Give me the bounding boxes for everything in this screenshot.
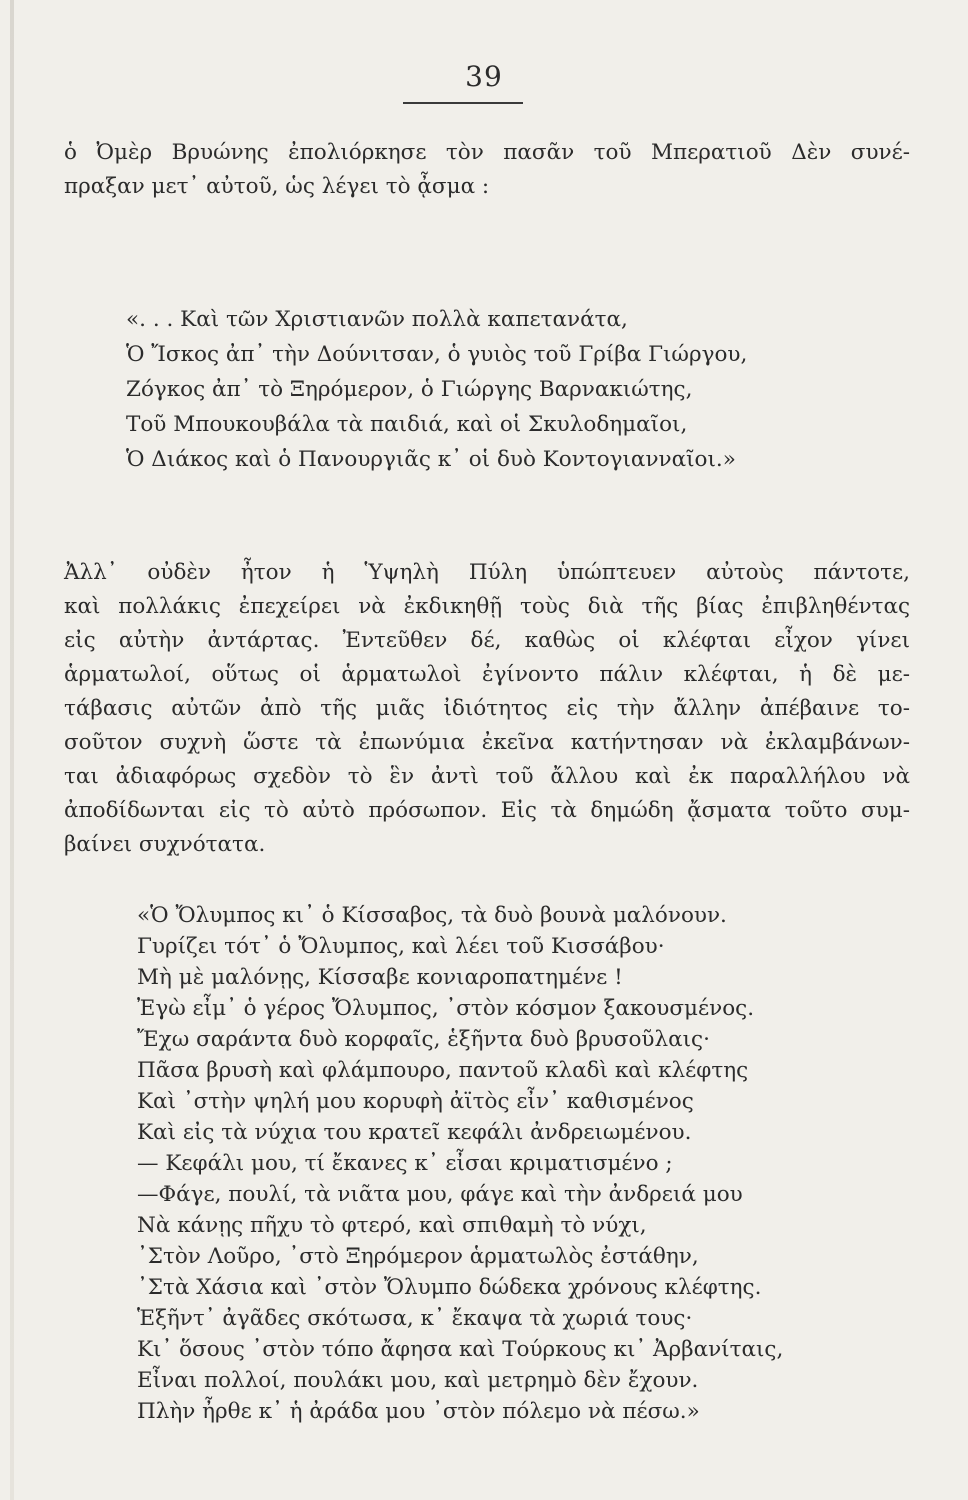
verse-line: Ἑξῆντ᾽ ἀγᾶδες σκότωσα, κ᾽ ἔκαψα τὰ χωριά τους· <box>137 1306 693 1331</box>
verse-line: Πᾶσα βρυσὴ καὶ φλάμπουρο, παντοῦ κλαδὶ καὶ κλέφτης <box>137 1058 749 1083</box>
verse-block-1 <box>126 302 747 477</box>
text-line: Ἀλλ᾽ οὐδὲν ἦτον ἡ Ὑψηλὴ Πύλη ὑπώπτευεν αὐτοὺς πάντοτε, <box>64 560 910 585</box>
verse-line: Τοῦ Μπουκουβάλα τὰ παιδιά, καὶ οἱ Σκυλοδημαῖοι, <box>126 412 688 437</box>
body-paragraph <box>64 556 910 862</box>
verse-line: —Φάγε, πουλί, τὰ νιᾶτα μου, φάγε καὶ τὴν ἀνδρειά μου <box>137 1182 743 1207</box>
intro-paragraph <box>64 136 910 204</box>
text-line: καὶ πολλάκις ἐπεχείρει νὰ ἐκδικηθῇ τοὺς διὰ τῆς βίας ἐπιβληθέντας <box>64 594 910 619</box>
text-line: πραξαν μετ᾽ αὐτοῦ, ὡς λέγει τὸ ᾆσμα : <box>64 174 490 199</box>
verse-line: ᾽Στὰ Χάσια καὶ ᾽στὸν Ὄλυμπο δώδεκα χρόνους κλέφτης. <box>137 1275 762 1300</box>
text-line: βαίνει συχνότατα. <box>64 832 266 857</box>
verse-line: «Ὁ Ὄλυμπος κι᾽ ὁ Κίσσαβος, τὰ δυὸ βουνὰ μαλόνουν. <box>137 903 727 928</box>
verse-line: Ὁ Ἴσκος ἀπ᾽ τὴν Δούνιτσαν, ὁ γυιὸς τοῦ Γρίβα Γιώργου, <box>126 342 748 367</box>
verse-line: Εἶναι πολλοί, πουλάκι μου, καὶ μετρημὸ δὲν ἔχουν. <box>137 1368 699 1393</box>
verse-line: ᾽Στὸν Λοῦρο, ᾽στὸ Ξηρόμερον ἁρματωλὸς ἐστάθην, <box>137 1244 699 1269</box>
text-line: ἁρματωλοί, οὕτως οἱ ἁρματωλοὶ ἐγίνοντο πάλιν κλέφται, ἡ δὲ με- <box>64 662 910 687</box>
verse-line: Ὁ Διάκος καὶ ὁ Πανουργιᾶς κ᾽ οἱ δυὸ Κοντογιανναῖοι.» <box>126 447 736 472</box>
verse-line: Πλὴν ἦρθε κ᾽ ἡ ἀράδα μου ᾽στὸν πόλεμο νὰ πέσω.» <box>137 1399 700 1424</box>
verse-line: Νὰ κάνῃς πῆχυ τὸ φτερό, καὶ σπιθαμὴ τὸ νύχι, <box>137 1213 647 1238</box>
text-line: ἀποδίδωνται εἰς τὸ αὐτὸ πρόσωπον. Εἰς τὰ δημώδη ᾄσματα τοῦτο συμ- <box>64 798 910 823</box>
verse-line: Καὶ ᾽στὴν ψηλή μου κορυφὴ ἀϊτὸς εἶν᾽ καθισμένος <box>137 1089 694 1114</box>
text-line: ὁ Ὀμὲρ Βρυώνης ἐπολιόρκησε τὸν πασᾶν τοῦ Μπερατιοῦ Δὲν συνέ- <box>64 140 910 165</box>
text-line: ται ἀδιαφόρως σχεδὸν τὸ ἓν ἀντὶ τοῦ ἄλλου καὶ ἐκ παραλλήλου νὰ <box>64 764 910 789</box>
text-line: σοῦτον συχνὴ ὥστε τὰ ἐπωνύμια ἐκεῖνα κατήντησαν νὰ ἐκλαμβάνων- <box>64 730 910 755</box>
text-line: τάβασις αὐτῶν ἀπὸ τῆς μιᾶς ἰδιότητος εἰς τὴν ἄλλην ἀπέβαινε το- <box>64 696 910 721</box>
verse-line: Ζόγκος ἀπ᾽ τὸ Ξηρόμερον, ὁ Γιώργης Βαρνακιώτης, <box>126 377 693 402</box>
text-line: εἰς αὐτὴν ἀντάρτας. Ἐντεῦθεν δέ, καθὼς οἱ κλέφται εἶχον γίνει <box>64 628 910 653</box>
verse-line: Γυρίζει τότ᾽ ὁ Ὄλυμπος, καὶ λέει τοῦ Κισσάβου· <box>137 934 665 959</box>
verse-line: Καὶ εἰς τὰ νύχια του κρατεῖ κεφάλι ἀνδρειωμένου. <box>137 1120 692 1145</box>
header-rule <box>403 102 523 104</box>
verse-line: Ἐγὼ εἶμ᾽ ὁ γέρος Ὄλυμπος, ᾽στὸν κόσμον ξακουσμένος. <box>137 996 755 1021</box>
page-edge-shadow <box>10 0 14 1500</box>
verse-line: Ἔχω σαράντα δυὸ κορφαῖς, ἑξῆντα δυὸ βρυσοῦλαις· <box>137 1027 710 1052</box>
page-number: 39 <box>465 60 503 93</box>
verse-line: — Κεφάλι μου, τί ἔκανες κ᾽ εἶσαι κριματισμένο ; <box>137 1151 673 1176</box>
verse-line: Μὴ μὲ μαλόνῃς, Κίσσαβε κονιαροπατημένε ! <box>137 965 623 990</box>
verse-block-2 <box>137 900 783 1427</box>
verse-line: Κι᾽ ὅσους ᾽στὸν τόπο ἄφησα καὶ Τούρκους κι᾽ Ἀρβανίταις, <box>137 1337 784 1362</box>
verse-line: «. . . Καὶ τῶν Χριστιανῶν πολλὰ καπετανάτα, <box>126 307 628 332</box>
